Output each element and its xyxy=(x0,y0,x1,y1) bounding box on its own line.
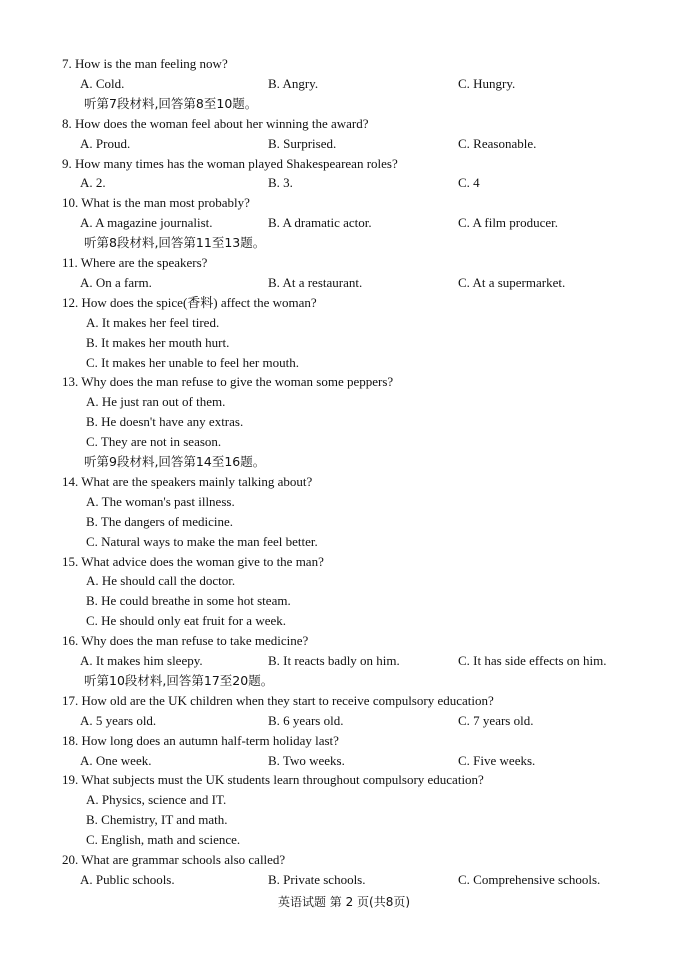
answer-option: B. 3. xyxy=(268,175,293,190)
answer-option: C. They are not in season. xyxy=(86,434,222,449)
question-stem: 17. How old are the UK children when they start to receive compulsory education? xyxy=(62,693,494,708)
answer-option: B. 6 years old. xyxy=(268,713,344,728)
answer-option: B. Chemistry, IT and math. xyxy=(86,812,228,827)
answer-option: C. At a supermarket. xyxy=(458,275,566,290)
question-stem: 15. What advice does the woman give to the man? xyxy=(62,554,324,569)
question-stem: 16. Why does the man refuse to take medicine? xyxy=(62,633,309,648)
section-instruction: 听第9段材料,回答第14至16题。 xyxy=(84,454,266,469)
question-stem: 20. What are grammar schools also called? xyxy=(62,852,286,867)
answer-option: B. He doesn't have any extras. xyxy=(86,414,244,429)
answer-option: C. Natural ways to make the man feel better. xyxy=(86,534,318,549)
answer-option: B. It reacts badly on him. xyxy=(268,653,400,668)
answer-option: B. Angry. xyxy=(268,76,319,91)
answer-option: B. A dramatic actor. xyxy=(268,215,372,230)
answer-option: A. Proud. xyxy=(80,136,131,151)
answer-option: A. Public schools. xyxy=(80,872,175,887)
answer-option: C. Hungry. xyxy=(458,76,516,91)
answer-option: C. Reasonable. xyxy=(458,136,537,151)
question-stem: 12. How does the spice(香料) affect the woman? xyxy=(62,295,317,310)
answer-option: C. Comprehensive schools. xyxy=(458,872,601,887)
answer-option: C. He should only eat fruit for a week. xyxy=(86,613,287,628)
answer-option: C. 4 xyxy=(458,175,480,190)
answer-option: B. At a restaurant. xyxy=(268,275,363,290)
answer-option: A. On a farm. xyxy=(80,275,152,290)
question-stem: 14. What are the speakers mainly talking about? xyxy=(62,474,313,489)
answer-option: C. Five weeks. xyxy=(458,753,536,768)
page-footer: 英语试题 第 2 页(共8页) xyxy=(277,895,411,909)
answer-option: C. It makes her unable to feel her mouth. xyxy=(86,355,299,370)
answer-option: B. He could breathe in some hot steam. xyxy=(86,593,291,608)
answer-option: A. One week. xyxy=(80,753,152,768)
answer-option: A. 5 years old. xyxy=(80,713,157,728)
answer-option: C. A film producer. xyxy=(458,215,559,230)
question-stem: 18. How long does an autumn half-term holiday last? xyxy=(62,733,339,748)
answer-option: C. It has side effects on him. xyxy=(458,653,607,668)
answer-option: A. Cold. xyxy=(80,76,125,91)
answer-option: A. It makes her feel tired. xyxy=(86,315,220,330)
answer-option: A. He should call the doctor. xyxy=(86,573,236,588)
question-stem: 9. How many times has the woman played Shakespearean roles? xyxy=(62,156,398,171)
question-stem: 10. What is the man most probably? xyxy=(62,195,250,210)
section-instruction: 听第8段材料,回答第11至13题。 xyxy=(84,235,266,250)
answer-option: A. Physics, science and IT. xyxy=(86,792,227,807)
section-instruction: 听第7段材料,回答第8至10题。 xyxy=(84,96,258,111)
answer-option: A. He just ran out of them. xyxy=(86,394,226,409)
answer-option: A. The woman's past illness. xyxy=(86,494,235,509)
answer-option: A. It makes him sleepy. xyxy=(80,653,203,668)
answer-option: B. The dangers of medicine. xyxy=(86,514,234,529)
question-stem: 11. Where are the speakers? xyxy=(62,255,208,270)
answer-option: B. Private schools. xyxy=(268,872,366,887)
answer-option: A. 2. xyxy=(80,175,106,190)
question-stem: 13. Why does the man refuse to give the woman some peppers? xyxy=(62,374,394,389)
question-stem: 7. How is the man feeling now? xyxy=(62,56,228,71)
answer-option: B. It makes her mouth hurt. xyxy=(86,335,230,350)
section-instruction: 听第10段材料,回答第17至20题。 xyxy=(84,673,274,688)
question-stem: 19. What subjects must the UK students learn throughout compulsory education? xyxy=(62,772,484,787)
answer-option: A. A magazine journalist. xyxy=(80,215,213,230)
answer-option: C. 7 years old. xyxy=(458,713,534,728)
question-stem: 8. How does the woman feel about her winning the award? xyxy=(62,116,369,131)
answer-option: B. Two weeks. xyxy=(268,753,345,768)
answer-option: B. Surprised. xyxy=(268,136,337,151)
answer-option: C. English, math and science. xyxy=(86,832,241,847)
